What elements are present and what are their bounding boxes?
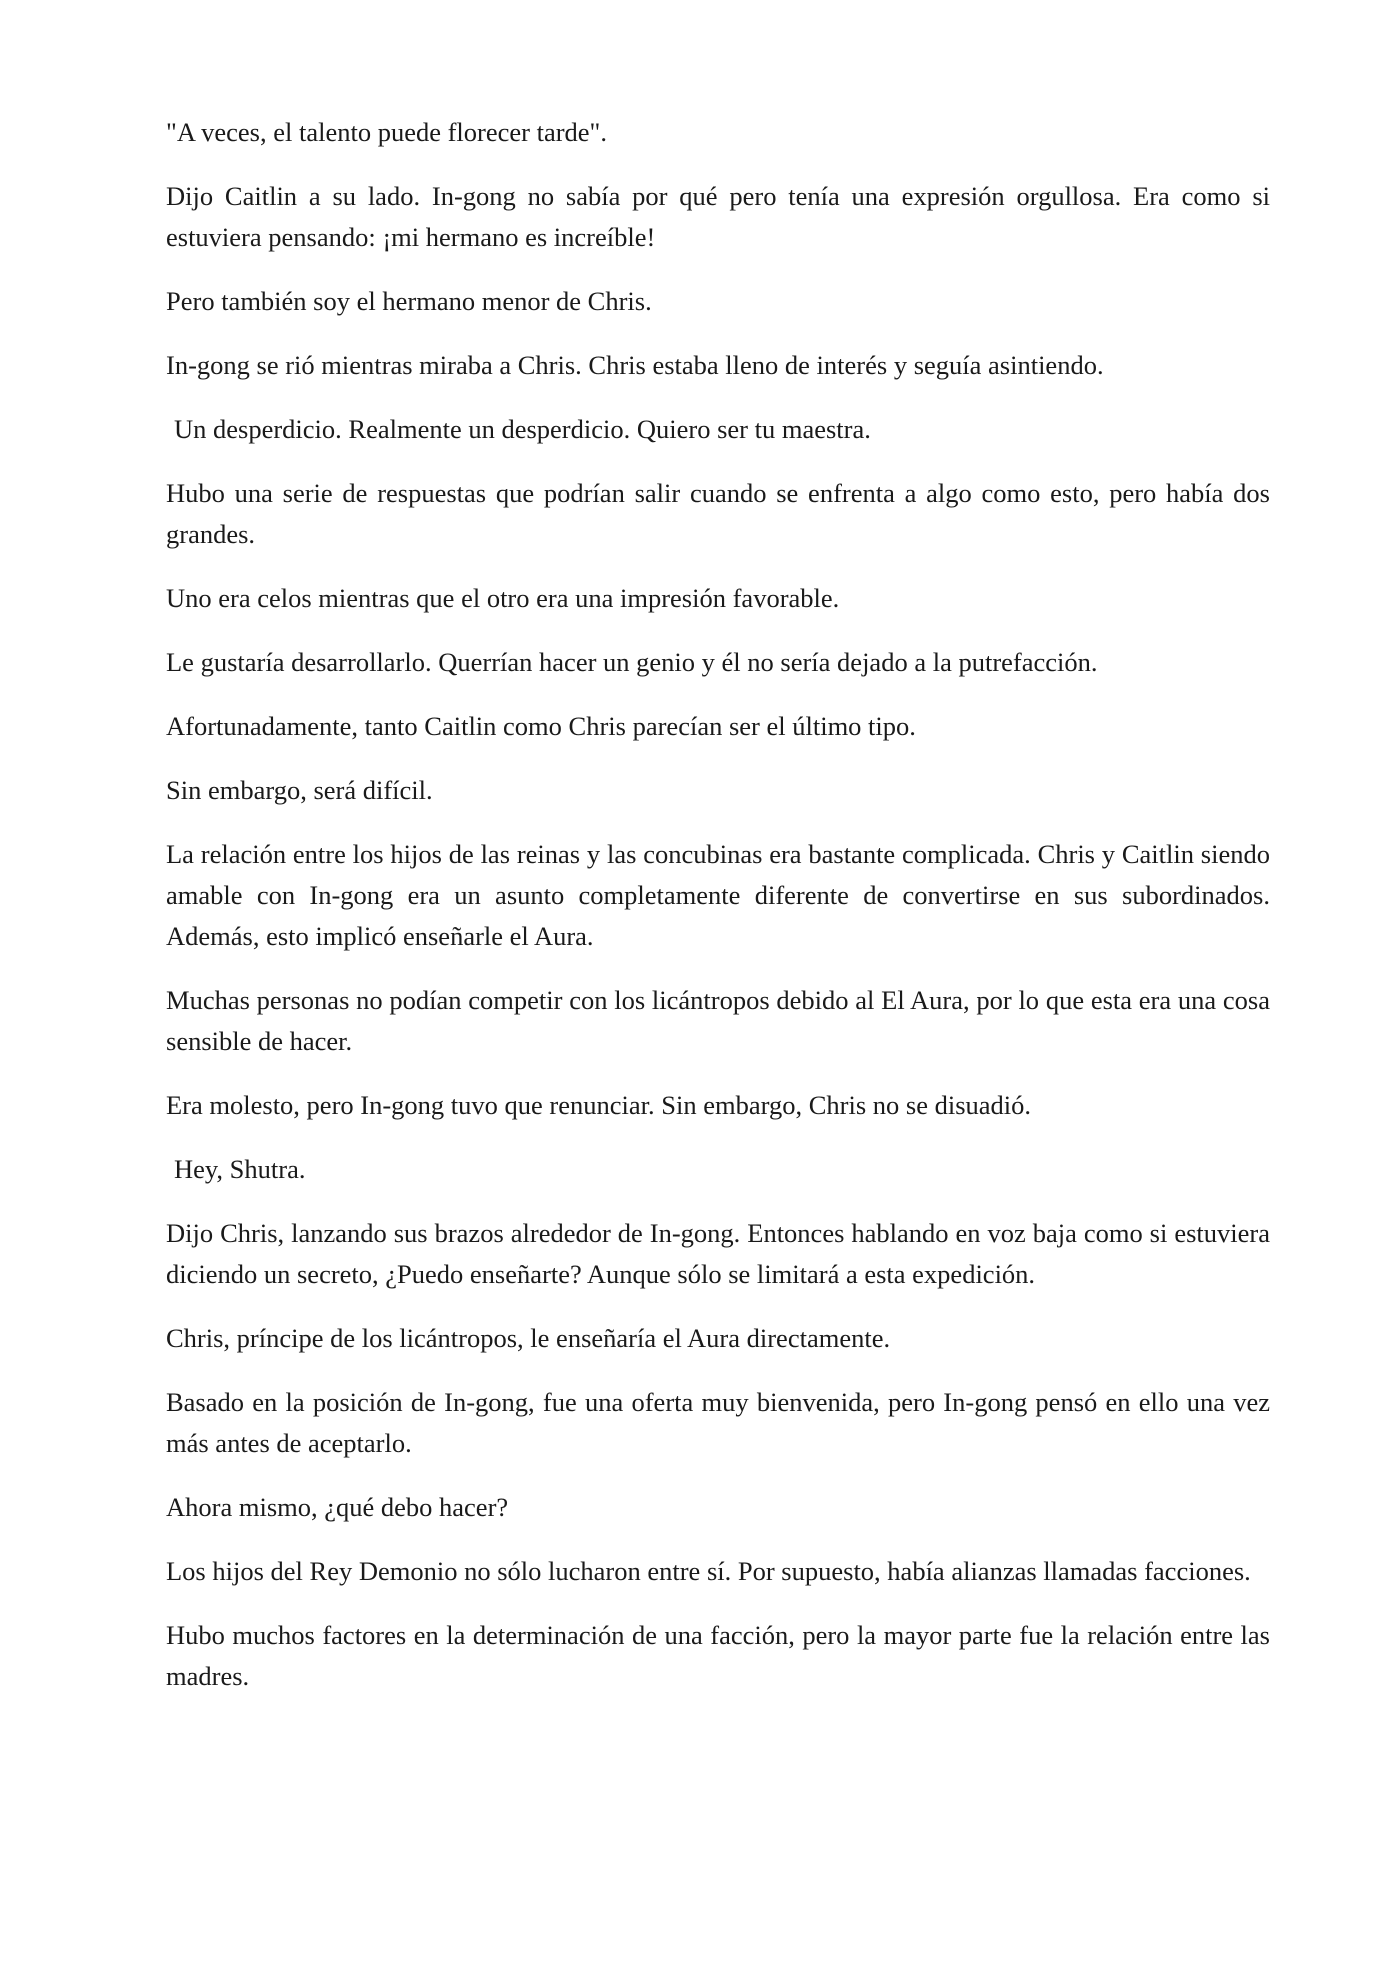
paragraph: Hubo una serie de respuestas que podrían salir cuando se enfrenta a algo como esto, pero había dos grandes.	[166, 478, 1270, 549]
paragraph: Dijo Chris, lanzando sus brazos alrededor de In-gong. Entonces hablando en voz baja como si estuviera diciendo un secreto, ¿Puedo enseñarte? Aunque sólo se limitará a esta expedición.	[166, 1218, 1270, 1289]
paragraph: Hey, Shutra.	[174, 1154, 306, 1184]
paragraph: Hubo muchos factores en la determinación de una facción, pero la mayor parte fue la relación entre las madres.	[166, 1620, 1270, 1691]
paragraph: Sin embargo, será difícil.	[166, 775, 433, 805]
paragraph: Uno era celos mientras que el otro era una impresión favorable.	[166, 583, 840, 613]
paragraph: Chris, príncipe de los licántropos, le enseñaría el Aura directamente.	[166, 1323, 891, 1353]
paragraph: Pero también soy el hermano menor de Chris.	[166, 286, 652, 316]
paragraph: Ahora mismo, ¿qué debo hacer?	[166, 1492, 509, 1522]
paragraph: Muchas personas no podían competir con los licántropos debido al El Aura, por lo que esta era una cosa sensible de hacer.	[166, 985, 1270, 1056]
paragraph: La relación entre los hijos de las reinas y las concubinas era bastante complicada. Chris y Caitlin siendo amable con In-gong era un asunto completamente diferente de convertirse en sus subordinados. Además, esto implicó enseñarle el Aura.	[166, 839, 1270, 951]
paragraph: Le gustaría desarrollarlo. Querrían hacer un genio y él no sería dejado a la putrefacción.	[166, 647, 1098, 677]
paragraph: "A veces, el talento puede florecer tarde".	[166, 117, 608, 147]
paragraph: Basado en la posición de In-gong, fue una oferta muy bienvenida, pero In-gong pensó en ello una vez más antes de aceptarlo.	[166, 1387, 1270, 1458]
paragraph: Los hijos del Rey Demonio no sólo lucharon entre sí. Por supuesto, había alianzas llamadas facciones.	[166, 1556, 1251, 1586]
paragraph: Dijo Caitlin a su lado. In-gong no sabía por qué pero tenía una expresión orgullosa. Era como si estuviera pensando: ¡mi hermano es increíble!	[166, 181, 1270, 252]
paragraph: Era molesto, pero In-gong tuvo que renunciar. Sin embargo, Chris no se disuadió.	[166, 1090, 1032, 1120]
paragraph: In-gong se rió mientras miraba a Chris. Chris estaba lleno de interés y seguía asintiendo.	[166, 350, 1104, 380]
paragraph: Afortunadamente, tanto Caitlin como Chris parecían ser el último tipo.	[166, 711, 916, 741]
document-body	[166, 112, 1270, 1720]
paragraph: Un desperdicio. Realmente un desperdicio. Quiero ser tu maestra.	[174, 414, 871, 444]
